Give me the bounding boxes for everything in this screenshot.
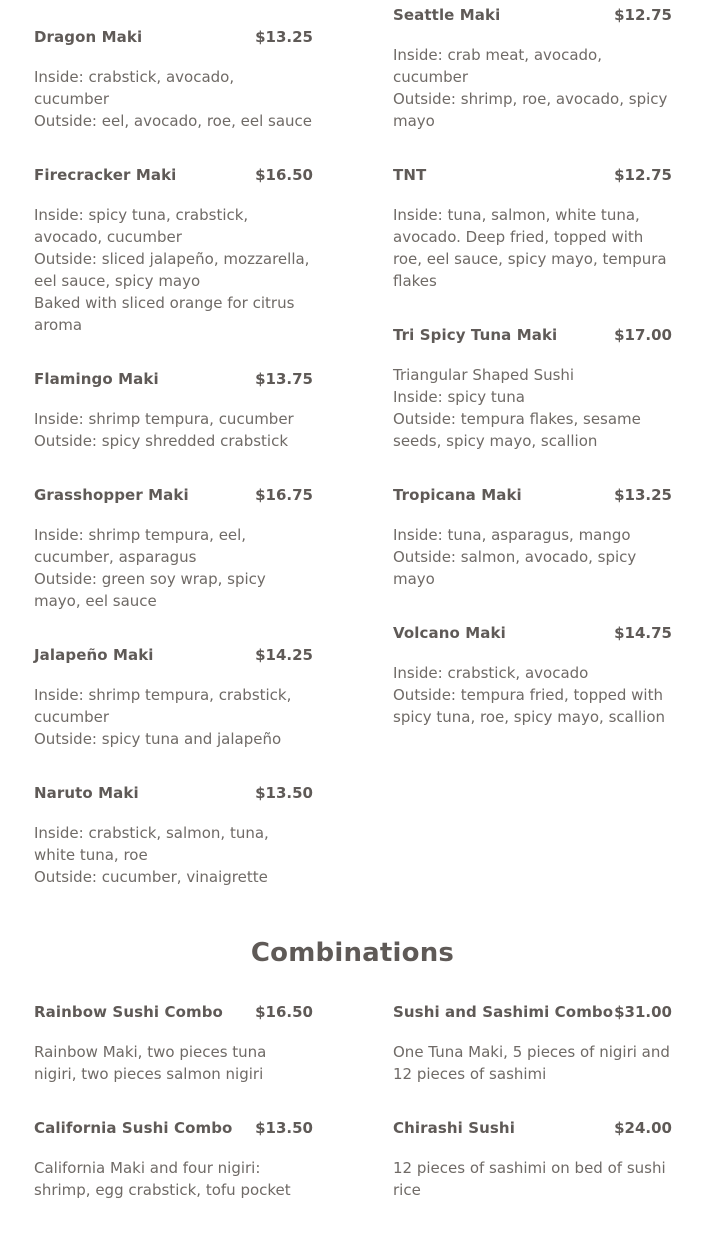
menu-item-description-line: Outside: tempura flakes, sesame seeds, spicy mayo, scallion	[393, 410, 641, 450]
menu-item-name: Jalapeño Maki	[34, 646, 154, 664]
menu-item-header	[34, 646, 313, 668]
menu-item-header	[393, 166, 672, 188]
menu-item-name: Dragon Maki	[34, 28, 143, 46]
menu-item-jalapeno-maki	[34, 646, 313, 750]
menu-item-description-line: Outside: eel, avocado, roe, eel sauce	[34, 112, 312, 130]
menu-item-name: Naruto Maki	[34, 784, 139, 802]
menu-item-header	[34, 28, 313, 50]
menu-item-description	[393, 204, 672, 292]
menu-item-name: Flamingo Maki	[34, 370, 159, 388]
menu-item-price: $14.75	[614, 624, 672, 642]
menu-item-description	[34, 408, 313, 452]
menu-item-sushi-and-sashimi-combo	[393, 1003, 672, 1085]
menu-item-description	[393, 662, 672, 728]
menu-item-header	[34, 1003, 313, 1025]
menu-item-header	[34, 784, 313, 806]
menu-item-flamingo-maki	[34, 370, 313, 452]
menu-item-price: $12.75	[614, 6, 672, 24]
menu-item-price: $13.25	[614, 486, 672, 504]
menu-item-dragon-maki	[34, 28, 313, 132]
menu-item-description	[34, 1157, 313, 1201]
menu-item-description	[393, 44, 672, 132]
menu-item-description-line: Outside: sliced jalapeño, mozzarella, eel sauce, spicy mayo	[34, 250, 310, 290]
menu-item-description-line: Inside: crabstick, salmon, tuna, white tuna, roe	[34, 824, 269, 864]
menu-item-chirashi-sushi	[393, 1119, 672, 1201]
menu-item-price: $17.00	[614, 326, 672, 344]
menu-item-name: Tropicana Maki	[393, 486, 522, 504]
menu-item-description-line: Inside: spicy tuna, crabstick, avocado, cucumber	[34, 206, 249, 246]
menu-item-description-line: Outside: salmon, avocado, spicy mayo	[393, 548, 637, 588]
menu-item-price: $13.25	[255, 28, 313, 46]
menu-item-description-line: One Tuna Maki, 5 pieces of nigiri and 12 pieces of sashimi	[393, 1043, 670, 1083]
menu-item-price: $14.25	[255, 646, 313, 664]
menu-item-name: Chirashi Sushi	[393, 1119, 515, 1137]
menu-item-description-line: 12 pieces of sashimi on bed of sushi rice	[393, 1159, 666, 1199]
menu-item-name: Tri Spicy Tuna Maki	[393, 326, 558, 344]
menu-item-description-line: Inside: tuna, salmon, white tuna, avocado. Deep fried, topped with roe, eel sauce, spicy mayo, tempura flakes	[393, 206, 667, 290]
menu-item-california-sushi-combo	[34, 1119, 313, 1201]
menu-item-header	[34, 486, 313, 508]
menu-item-price: $13.50	[255, 784, 313, 802]
menu-item-price: $13.50	[255, 1119, 313, 1137]
menu-item-header	[393, 6, 672, 28]
menu-item-description	[34, 204, 313, 336]
menu-item-description	[393, 1041, 672, 1085]
maki-column-right	[393, 6, 672, 762]
menu-item-description	[393, 524, 672, 590]
menu-item-description-line: Outside: spicy tuna and jalapeño	[34, 730, 282, 748]
menu-item-price: $12.75	[614, 166, 672, 184]
menu-item-description-line: Rainbow Maki, two pieces tuna nigiri, two pieces salmon nigiri	[34, 1043, 267, 1083]
menu-item-header	[34, 1119, 313, 1141]
menu-item-seattle-maki	[393, 6, 672, 132]
menu-item-description	[34, 524, 313, 612]
menu-item-name: TNT	[393, 166, 427, 184]
menu-item-tropicana-maki	[393, 486, 672, 590]
menu-item-name: Seattle Maki	[393, 6, 501, 24]
menu-item-description	[393, 364, 672, 452]
menu-item-name: Rainbow Sushi Combo	[34, 1003, 223, 1021]
menu-item-description-line: Inside: crab meat, avocado, cucumber	[393, 46, 602, 86]
menu-item-description-line: Inside: shrimp tempura, cucumber	[34, 410, 294, 428]
menu-item-header	[34, 370, 313, 392]
section-title-combinations: Combinations	[250, 938, 455, 968]
menu-item-rainbow-sushi-combo	[34, 1003, 313, 1085]
menu-item-description-line: Outside: green soy wrap, spicy mayo, eel sauce	[34, 570, 266, 610]
menu-item-name: California Sushi Combo	[34, 1119, 233, 1137]
combo-column-right	[393, 1003, 672, 1235]
menu-item-name: Volcano Maki	[393, 624, 506, 642]
menu-item-description	[393, 1157, 672, 1201]
menu-item-description-line: Baked with sliced orange for citrus aroma	[34, 294, 295, 334]
menu-item-description	[34, 1041, 313, 1085]
menu-item-price: $24.00	[614, 1119, 672, 1137]
menu-item-description-line: Inside: spicy tuna	[393, 388, 525, 406]
menu-item-header	[393, 486, 672, 508]
menu-item-header	[34, 166, 313, 188]
menu-item-description-line: Outside: tempura fried, topped with spicy tuna, roe, spicy mayo, scallion	[393, 686, 666, 726]
menu-item-description-line: Inside: crabstick, avocado, cucumber	[34, 68, 235, 108]
menu-item-description-line: Triangular Shaped Sushi	[393, 366, 575, 384]
menu-item-description-line: Outside: cucumber, vinaigrette	[34, 868, 268, 886]
menu-item-description	[34, 66, 313, 132]
menu-item-header	[393, 624, 672, 646]
menu-item-description-line: Outside: shrimp, roe, avocado, spicy mayo	[393, 90, 668, 130]
menu-item-header	[393, 1119, 672, 1141]
menu-item-grasshopper-maki	[34, 486, 313, 612]
menu-item-header	[393, 1003, 672, 1025]
menu-item-description-line: Inside: shrimp tempura, eel, cucumber, asparagus	[34, 526, 247, 566]
menu-item-description	[34, 822, 313, 888]
menu-item-name: Firecracker Maki	[34, 166, 177, 184]
menu-item-price: $16.50	[255, 166, 313, 184]
menu-item-price: $13.75	[255, 370, 313, 388]
menu-item-description-line: Inside: tuna, asparagus, mango	[393, 526, 631, 544]
menu-item-tnt	[393, 166, 672, 292]
menu-item-naruto-maki	[34, 784, 313, 888]
menu-item-description-line: Outside: spicy shredded crabstick	[34, 432, 289, 450]
maki-column-left	[34, 28, 313, 922]
menu-item-price: $16.75	[255, 486, 313, 504]
menu-item-header	[393, 326, 672, 348]
menu-item-firecracker-maki	[34, 166, 313, 336]
menu-item-description	[34, 684, 313, 750]
menu-item-volcano-maki	[393, 624, 672, 728]
menu-item-price: $31.00	[614, 1003, 672, 1021]
menu-item-description-line: Inside: crabstick, avocado	[393, 664, 589, 682]
menu-item-name: Sushi and Sashimi Combo	[393, 1003, 614, 1021]
menu-item-price: $16.50	[255, 1003, 313, 1021]
menu-item-tri-spicy-tuna-maki	[393, 326, 672, 452]
combo-column-left	[34, 1003, 313, 1235]
menu-item-description-line: Inside: shrimp tempura, crabstick, cucumber	[34, 686, 292, 726]
menu-item-description-line: California Maki and four nigiri: shrimp, egg crabstick, tofu pocket	[34, 1159, 291, 1199]
menu-item-name: Grasshopper Maki	[34, 486, 189, 504]
